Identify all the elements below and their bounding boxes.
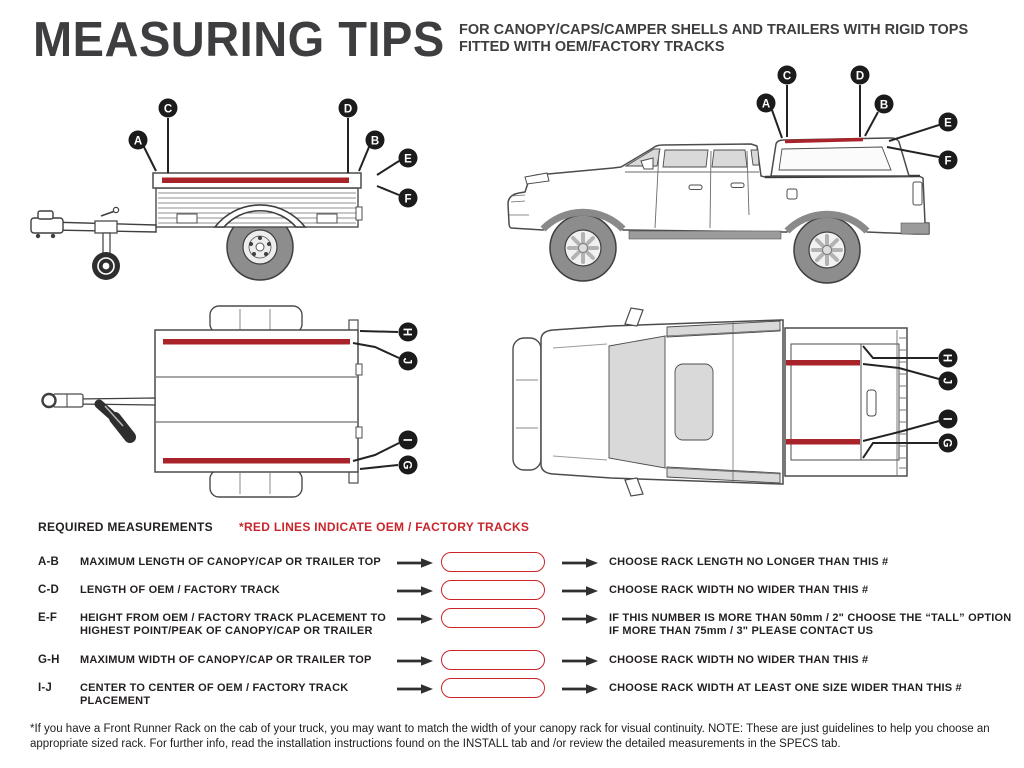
measurement-description bbox=[80, 678, 396, 708]
measurement-description bbox=[80, 552, 396, 569]
leader-a bbox=[144, 147, 156, 171]
page-subtitle bbox=[459, 22, 968, 55]
label-b-text: B bbox=[370, 135, 380, 148]
measurement-row-ij bbox=[38, 678, 1013, 708]
tail-light bbox=[913, 182, 922, 205]
measurement-guidance bbox=[609, 580, 1013, 597]
leader-e bbox=[889, 125, 939, 141]
trailer-side-body bbox=[31, 173, 362, 280]
footnote: *If you have a Front Runner Rack on the cab of your truck, you may want to match the width of your canopy rack for visual continuity. NOTE: These are just guidelines to help you choose an appropriate sized rack. For further info, read the installation instructions found on the INSTALL tab and /or review the detailed measurements in the SPECS tab. bbox=[30, 723, 990, 750]
arrow-icon bbox=[561, 552, 609, 569]
description-line-1: CENTER TO CENTER OF OEM / FACTORY TRACK PLACEMENT bbox=[80, 682, 349, 707]
label-h bbox=[939, 349, 958, 368]
measurement-rows bbox=[38, 552, 1013, 716]
trailer-top-body bbox=[43, 306, 363, 497]
canopy bbox=[771, 138, 909, 176]
leader-a bbox=[772, 110, 782, 138]
oem-track-line-top bbox=[163, 339, 350, 345]
oem-track-line bbox=[162, 178, 349, 184]
label-g bbox=[939, 434, 958, 453]
label-i-text: I bbox=[400, 438, 413, 442]
measurement-guidance bbox=[609, 678, 1013, 695]
arrow-icon bbox=[561, 678, 609, 695]
jockey-wheel-assembly bbox=[92, 207, 120, 280]
red-lines-legend: *RED LINES INDICATE OEM / FACTORY TRACKS bbox=[238, 520, 530, 534]
measurement-code: G-H bbox=[38, 654, 60, 666]
label-a bbox=[129, 131, 148, 150]
arrow-icon bbox=[561, 650, 609, 667]
measurement-description bbox=[80, 580, 396, 597]
guidance-line-1: CHOOSE RACK LENGTH NO LONGER THAN THIS # bbox=[609, 556, 889, 568]
measurement-value-box bbox=[441, 650, 545, 670]
measurements-header bbox=[38, 520, 529, 534]
label-h-text: H bbox=[940, 353, 953, 363]
leader-h bbox=[360, 331, 398, 332]
trailer-top-view-diagram bbox=[25, 300, 445, 505]
leader-e bbox=[377, 161, 399, 175]
label-b bbox=[366, 131, 385, 150]
label-j-text: J bbox=[400, 357, 413, 365]
label-f bbox=[939, 151, 958, 170]
leader-j bbox=[353, 343, 399, 358]
label-j bbox=[399, 352, 418, 371]
label-j bbox=[939, 372, 958, 391]
arrow-icon bbox=[561, 608, 609, 625]
leader-f bbox=[377, 186, 399, 195]
arrow-icon bbox=[561, 580, 609, 597]
label-c bbox=[159, 99, 178, 118]
corner-clamp-bottom bbox=[349, 471, 358, 483]
label-b bbox=[875, 95, 894, 114]
trailer-top-labels bbox=[399, 323, 418, 475]
trailer-latch-left bbox=[177, 214, 197, 223]
subtitle-line-1: FOR CANOPY/CAPS/CAMPER SHELLS AND TRAILERS WITH RIGID TOPS bbox=[459, 22, 969, 38]
sunroof bbox=[675, 364, 713, 440]
label-c-text: C bbox=[163, 103, 173, 116]
leader-i bbox=[353, 443, 399, 461]
drawbar-top-view bbox=[43, 394, 156, 437]
measurement-row-ef bbox=[38, 608, 1013, 638]
measurement-value-box bbox=[441, 608, 545, 628]
measurement-code: C-D bbox=[38, 584, 60, 596]
label-g-text: G bbox=[400, 460, 413, 470]
guidance-line-1: CHOOSE RACK WIDTH NO WIDER THAN THIS # bbox=[609, 584, 869, 596]
description-line-1: MAXIMUM WIDTH OF CANOPY/CAP OR TRAILER TOP bbox=[80, 654, 372, 666]
label-g bbox=[399, 456, 418, 475]
oem-track-line-top bbox=[786, 360, 860, 366]
guidance-line-2: IF MORE THAN 75mm / 3" PLEASE CONTACT US bbox=[609, 625, 874, 637]
leader-b bbox=[359, 147, 369, 171]
guidance-line-1: IF THIS NUMBER IS MORE THAN 50mm / 2" CHOOSE THE “TALL” OPTION bbox=[609, 612, 1012, 624]
label-d bbox=[851, 66, 870, 85]
label-f bbox=[399, 189, 418, 208]
label-e bbox=[399, 149, 418, 168]
measurement-description bbox=[80, 650, 396, 667]
measurement-value-box bbox=[441, 580, 545, 600]
required-measurements-title: REQUIRED MEASUREMENTS bbox=[38, 520, 213, 534]
label-b-text: B bbox=[879, 99, 889, 112]
label-i-text: I bbox=[940, 417, 953, 421]
arrow-icon bbox=[396, 608, 441, 625]
label-d-text: D bbox=[343, 103, 353, 116]
label-d bbox=[339, 99, 358, 118]
front-bumper-top-view bbox=[513, 338, 541, 470]
arrow-icon bbox=[396, 580, 441, 597]
trailer-side-view-diagram bbox=[25, 95, 445, 295]
measurement-row-gh bbox=[38, 650, 1013, 670]
description-line-1: LENGTH OF OEM / FACTORY TRACK bbox=[80, 584, 280, 596]
arrow-icon bbox=[396, 678, 441, 695]
measurement-row-cd bbox=[38, 580, 1013, 600]
label-d-text: D bbox=[855, 70, 865, 83]
measurement-guidance bbox=[609, 552, 1013, 569]
oem-track-line-bottom bbox=[163, 458, 350, 464]
fender-top bbox=[210, 306, 302, 333]
rear-bumper bbox=[901, 223, 929, 234]
label-a bbox=[757, 94, 776, 113]
label-f-text: F bbox=[944, 155, 952, 168]
truck-top-view-diagram bbox=[495, 300, 1024, 510]
guidance-line-1: CHOOSE RACK WIDTH NO WIDER THAN THIS # bbox=[609, 654, 869, 666]
mirror-bottom bbox=[625, 478, 643, 496]
label-a-text: A bbox=[133, 135, 143, 148]
subtitle-line-2: FITTED WITH OEM/FACTORY TRACKS bbox=[459, 38, 725, 55]
measurement-value-box bbox=[441, 552, 545, 572]
fender-bottom bbox=[210, 470, 302, 497]
front-door-handle bbox=[689, 185, 702, 190]
windshield-top-view bbox=[609, 336, 665, 468]
measurement-guidance bbox=[609, 650, 1013, 667]
guidance-line-1: CHOOSE RACK WIDTH AT LEAST ONE SIZE WIDER THAN THIS # bbox=[609, 682, 962, 694]
label-f-text: F bbox=[404, 193, 412, 206]
truck-rear-wheel bbox=[794, 217, 860, 283]
measurement-description bbox=[80, 608, 396, 638]
label-g-text: G bbox=[940, 438, 953, 448]
truck-top-labels bbox=[939, 349, 958, 453]
label-h bbox=[399, 323, 418, 342]
label-i bbox=[399, 431, 418, 450]
label-c bbox=[778, 66, 797, 85]
rear-door-handle bbox=[731, 183, 744, 188]
description-line-1: HEIGHT FROM OEM / FACTORY TRACK PLACEMENT TO bbox=[80, 612, 387, 624]
side-latch-top bbox=[356, 364, 362, 375]
arrow-icon bbox=[396, 552, 441, 569]
truck-side-body bbox=[508, 138, 929, 283]
leader-b bbox=[865, 112, 878, 136]
truck-side-view-diagram bbox=[495, 65, 1015, 300]
trailer-top-leader-lines bbox=[353, 331, 399, 469]
mirror-top bbox=[625, 308, 643, 326]
measurement-value-box bbox=[441, 678, 545, 698]
measurement-code: A-B bbox=[38, 556, 60, 568]
canopy-top-view bbox=[785, 328, 907, 476]
measurement-code: E-F bbox=[38, 612, 58, 624]
page-title: MEASURING TIPS bbox=[33, 11, 445, 67]
trailer-tail-light bbox=[356, 207, 362, 220]
leader-g bbox=[360, 465, 398, 469]
label-e-text: E bbox=[944, 117, 952, 130]
label-e bbox=[939, 113, 958, 132]
label-c-text: C bbox=[782, 70, 792, 83]
label-a-text: A bbox=[761, 98, 771, 111]
truck-front-wheel bbox=[550, 215, 616, 281]
label-h-text: H bbox=[400, 327, 413, 337]
measurement-code: I-J bbox=[38, 682, 53, 694]
trailer-box-top bbox=[155, 330, 358, 472]
side-latch-bottom bbox=[356, 427, 362, 438]
label-i bbox=[939, 410, 958, 429]
description-line-1: MAXIMUM LENGTH OF CANOPY/CAP OR TRAILER TOP bbox=[80, 556, 381, 568]
fuel-door bbox=[787, 189, 797, 199]
trailer-latch-right bbox=[317, 214, 337, 223]
running-board bbox=[629, 231, 781, 239]
arrow-icon bbox=[396, 650, 441, 667]
label-j-text: J bbox=[940, 377, 953, 385]
oem-track-line-bottom bbox=[786, 439, 860, 445]
truck-top-body bbox=[513, 308, 907, 496]
trailer-drawbar bbox=[31, 211, 156, 238]
oem-track-line bbox=[785, 140, 863, 142]
description-line-2: HIGHEST POINT/PEAK OF CANOPY/CAP OR TRAILER bbox=[80, 625, 373, 637]
measurement-guidance bbox=[609, 608, 1013, 638]
measurement-row-ab bbox=[38, 552, 1013, 572]
label-e-text: E bbox=[404, 153, 412, 166]
